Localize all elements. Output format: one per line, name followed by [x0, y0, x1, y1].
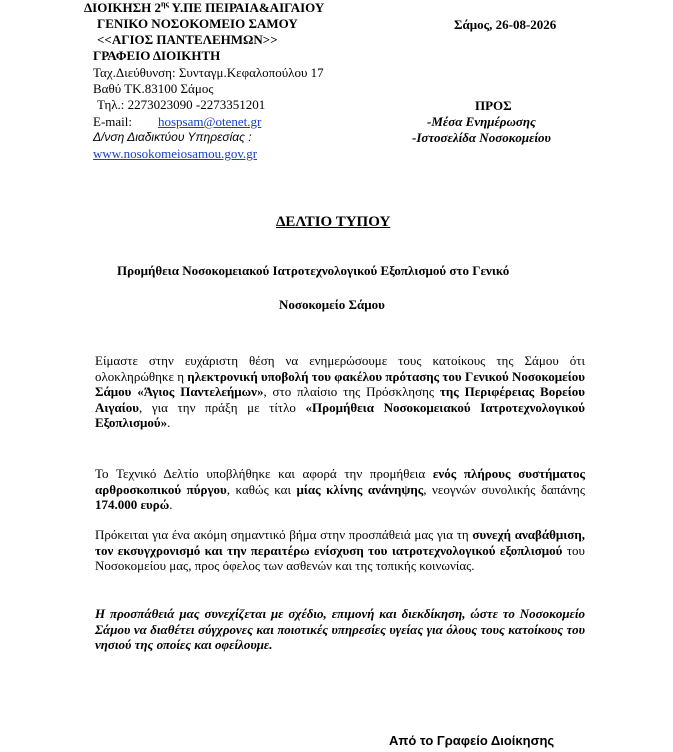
address-line: Ταχ.Διεύθυνση: Συνταγμ.Κεφαλοπούλου 17: [93, 65, 324, 80]
website-line: [93, 146, 257, 161]
city-line: Βαθύ ΤΚ.83100 Σάμος: [93, 81, 214, 96]
signature: Από το Γραφείο Διοίκησης: [389, 733, 555, 748]
hospital-patron-line: <<ΑΓΙΟΣ ΠΑΝΤΕΛΕΗΜΩΝ>>: [97, 32, 278, 47]
website-link[interactable]: www.nosokomeiosamou.gov.gr: [93, 146, 258, 161]
email-link[interactable]: hospsam@otenet.gr: [158, 114, 262, 129]
phone-line: Τηλ.: 2273023090 -2273351201: [97, 97, 266, 112]
paragraph-upgrade: Πρόκειται για ένα ακόμη σημαντικό βήμα στην προσπάθειά μας για τη συνεχή αναβάθμιση, τον εκσυγχρονισμό και την περαιτέρω ενίσχυση του ιατροτεχνολογικού εξοπλισμού του Νοσοκομείου μας, προς όφελος των ασθενών και της τοπικής κοινωνίας.: [95, 527, 586, 573]
website-label: Δ/νση Διαδικτύου Υπηρεσίας :: [93, 130, 252, 144]
paragraph-closing: Η προσπάθειά μας συνεχίζεται με σχέδιο, επιμονή και διεκδίκηση, ώστε το Νοσοκομείο Σάμου να διαθέτει σύγχρονες και ποιοτικές υπηρεσίες υγείας για όλους τους κατοίκους του νησιού της οποίες και οφείλουμε.: [95, 606, 585, 652]
recipient-item: -Μέσα Ενημέρωσης: [427, 114, 536, 129]
office-line: ΓΡΑΦΕΙΟ ΔΙΟΙΚΗΤΗ: [93, 48, 221, 63]
recipients-label: ΠΡΟΣ: [475, 98, 512, 113]
hospital-name-line: ΓΕΝΙΚΟ ΝΟΣΟΚΟΜΕΙΟ ΣΑΜΟΥ: [97, 16, 298, 31]
date-line: Σάμος, 26-08-2026: [454, 17, 557, 32]
document-title: ΔΕΛΤΙΟ ΤΥΠΟΥ: [276, 214, 391, 230]
email-line: [93, 114, 261, 129]
authority-line: ΔΙΟΙΚΗΣΗ $2^{\eta\varsigma}$ Υ.ΠΕ ΠΕΙΡΑΙΑ&ΑΙΓΑΙΟΥ: [84, 0, 325, 15]
paragraph-intro: Είμαστε στην ευχάριστη θέση να ενημερώσουμε τους κατοίκους της Σάμου ότι ολοκληρώθηκε η ηλεκτρονική υποβολή του φακέλου πρότασης του Γενικού Νοσοκομείου Σάμου «Άγιος Παντελεήμων», στο πλαίσιο της Πρόσκλησης της Περιφέρειας Βορείου Αιγαίου, για την πράξη με τίτλο «Προμήθεια Νοσοκομειακού Ιατροτεχνολογικού Εξοπλισμού».: [95, 353, 586, 430]
email-label: E-mail:: [93, 114, 132, 129]
subject-line: Νοσοκομείο Σάμου: [279, 297, 385, 312]
paragraph-technical: Το Τεχνικό Δελτίο υποβλήθηκε και αφορά την προμήθεια ενός πλήρους συστήματος αρθροσκοπικού πύργου, καθώς και μίας κλίνης ανάνηψης, νεογνών συνολικής δαπάνης 174.000 ευρώ.: [95, 466, 585, 512]
subject-line: Προμήθεια Νοσοκομειακού Ιατροτεχνολογικού Εξοπλισμού στο Γενικό: [117, 263, 510, 278]
recipient-item: -Ιστοσελίδα Νοσοκομείου: [412, 130, 551, 145]
